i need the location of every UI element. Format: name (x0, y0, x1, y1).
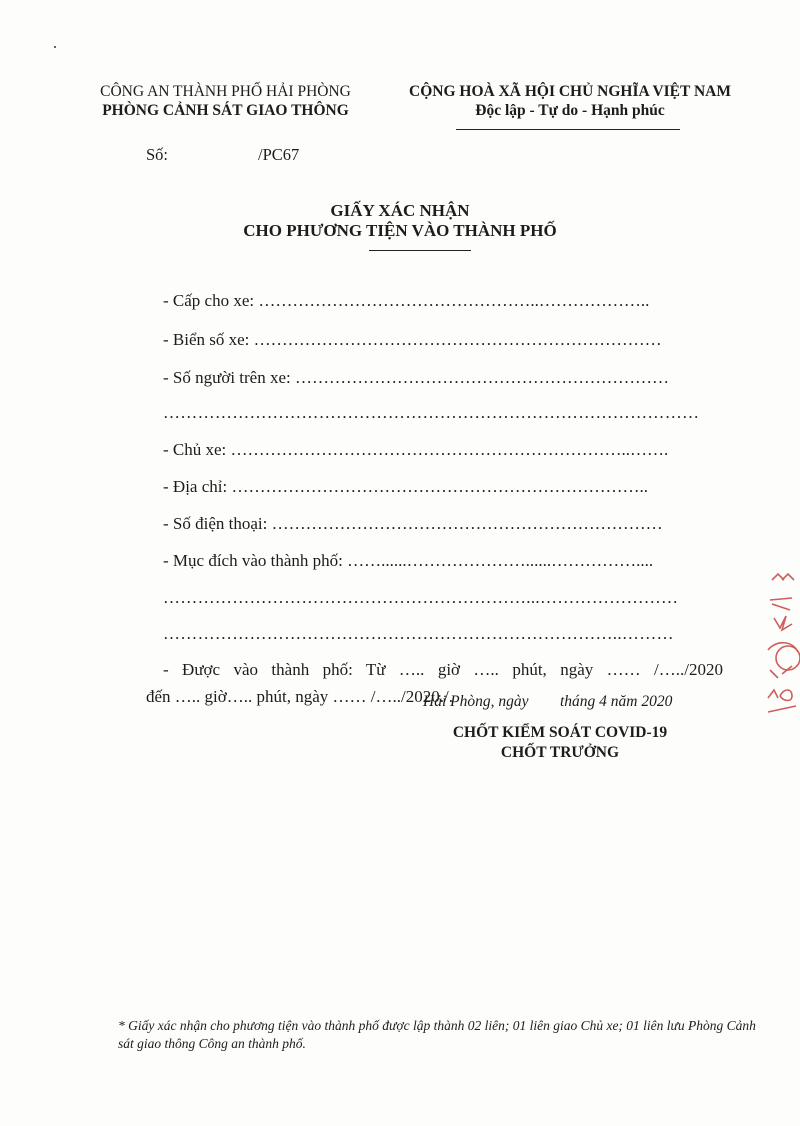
field-address: - Địa chỉ: ……………………………………………………………….. (163, 477, 648, 496)
signature-role: CHỐT TRƯỞNG (500, 744, 620, 761)
field-plate: - Biển số xe: ……………………………………………………………… (163, 330, 662, 349)
field-purpose-cont-1: ………………………………………………………...…………………… (163, 588, 679, 607)
field-purpose-cont-2: ……………………………………………………………………..……… (163, 624, 674, 643)
field-vehicle: - Cấp cho xe: …………………………………………..……………….. (163, 291, 650, 310)
agency-line-1: CÔNG AN THÀNH PHỐ HẢI PHÒNG (100, 83, 351, 100)
seal-stamp-icon (762, 570, 800, 718)
agency-header (78, 82, 373, 120)
motto-underline (456, 129, 680, 130)
scan-speck (54, 46, 56, 48)
agency-line-2: PHÒNG CẢNH SÁT GIAO THÔNG (102, 102, 349, 119)
field-passengers-cont: ………………………………………………………………………………… (163, 403, 700, 422)
field-purpose: - Mục đích vào thành phố: ……......…………………......…………….... (163, 551, 654, 570)
nation-header (385, 82, 755, 120)
signature-unit: CHỐT KIỂM SOÁT COVID-19 (452, 724, 668, 741)
doc-number-suffix: /PC67 (258, 145, 300, 164)
title-line-1: GIẤY XÁC NHẬN (330, 201, 470, 220)
nation-line-1: CỘNG HOÀ XÃ HỘI CHỦ NGHĨA VIỆT NAM (409, 83, 731, 100)
field-owner: - Chủ xe: ……………………………………………………………..……. (163, 440, 669, 459)
signature-month-year: tháng 4 năm 2020 (560, 693, 673, 710)
nation-motto: Độc lập - Tự do - Hạnh phúc (475, 102, 665, 119)
field-passengers: - Số người trên xe: ………………………………………………………… (163, 368, 669, 387)
document-title (170, 201, 630, 241)
doc-number-label: Số: (146, 145, 169, 164)
field-phone: - Số điện thoại: …………………………………………………………… (163, 514, 663, 533)
title-line-2: CHO PHƯƠNG TIỆN VÀO THÀNH PHỐ (243, 221, 557, 240)
field-time-line-1: - Được vào thành phố: Từ ….. giờ ….. phút, ngày …… /…../2020 (163, 660, 723, 679)
footnote: * Giấy xác nhận cho phương tiện vào thành phố được lập thành 02 liên; 01 liên giao Chủ xe; 01 liên lưu Phòng Cảnh sát giao thông Công an thành phố. (118, 1018, 756, 1051)
signature-place-date: Hải Phòng, ngày (423, 693, 529, 710)
title-underline (369, 250, 471, 251)
field-time-line-2: đến ….. giờ….. phút, ngày …… /…../2020./. (146, 687, 453, 706)
